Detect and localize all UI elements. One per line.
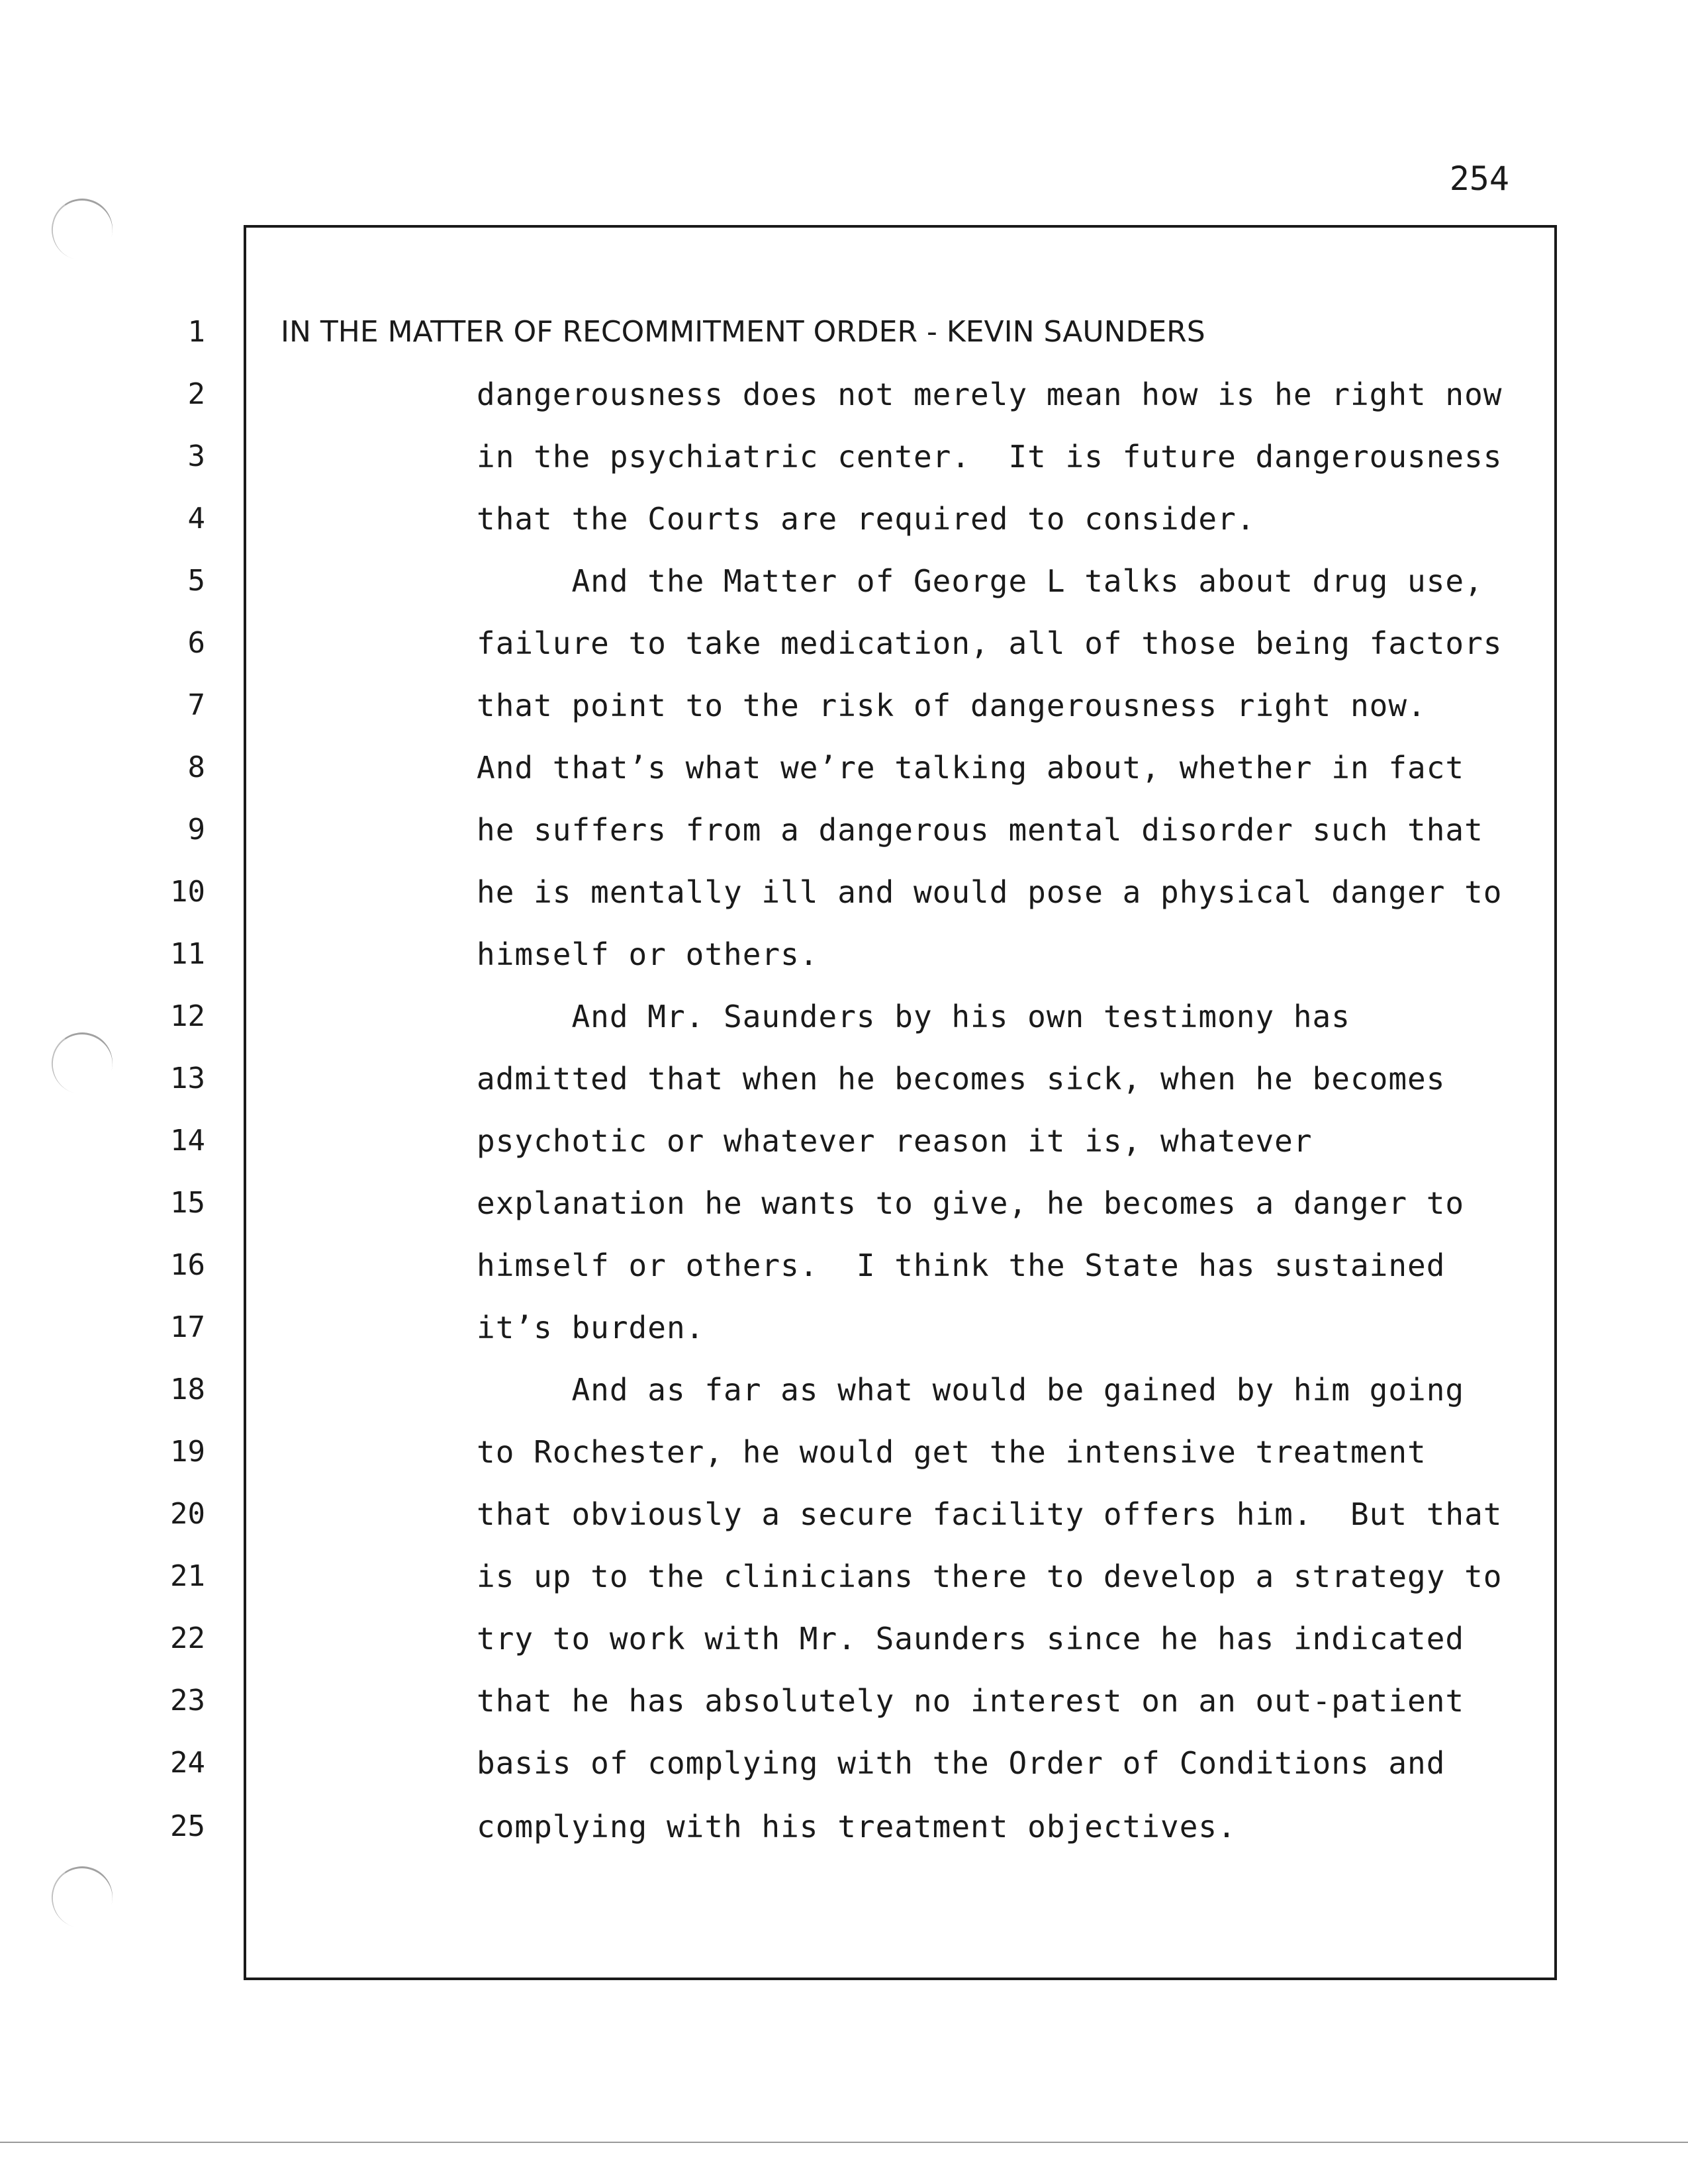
transcript-line: himself or others. I think the State has sustained (477, 1248, 1446, 1283)
line-number: 4 (187, 502, 205, 535)
line-number: 9 (187, 813, 205, 846)
scan-edge-line (0, 2142, 1688, 2143)
line-number: 14 (170, 1124, 205, 1158)
transcript-line: to Rochester, he would get the intensive treatment (477, 1434, 1427, 1470)
line-number: 17 (170, 1310, 205, 1344)
line-number: 24 (170, 1746, 205, 1780)
transcript-line: it’s burden. (477, 1310, 705, 1345)
transcript-line: And the Matter of George L talks about drug use, (477, 563, 1483, 599)
line-number: 12 (170, 999, 205, 1033)
line-number: 23 (170, 1684, 205, 1717)
transcript-line: in the psychiatric center. It is future dangerousness (477, 439, 1503, 475)
transcript-line: basis of complying with the Order of Conditions and (477, 1745, 1446, 1781)
line-number: 16 (170, 1248, 205, 1282)
line-number: 15 (170, 1186, 205, 1220)
line-number: 1 (187, 315, 205, 349)
transcript-line: dangerousness does not merely mean how is he right now (477, 377, 1503, 412)
punch-hole-mark (45, 192, 120, 267)
transcript-line: admitted that when he becomes sick, when he becomes (477, 1061, 1446, 1097)
line-number: 7 (187, 688, 205, 722)
line-number: 13 (170, 1062, 205, 1095)
transcript-line: that obviously a secure facility offers him. But that (477, 1496, 1503, 1532)
transcript-line: try to work with Mr. Saunders since he has indicated (477, 1621, 1465, 1657)
transcript-line: that the Courts are required to consider. (477, 501, 1256, 537)
line-number: 5 (187, 564, 205, 598)
page-number: 254 (1449, 159, 1509, 198)
line-number: 20 (170, 1497, 205, 1531)
line-number: 22 (170, 1621, 205, 1655)
line-number: 8 (187, 751, 205, 784)
transcript-line: is up to the clinicians there to develop a strategy to (477, 1559, 1503, 1594)
line-number: 18 (170, 1373, 205, 1406)
line-number: 21 (170, 1559, 205, 1593)
line-number: 11 (170, 937, 205, 971)
transcript-line: And as far as what would be gained by him going (477, 1372, 1465, 1408)
line-number: 2 (187, 377, 205, 411)
transcript-line: that he has absolutely no interest on an out-patient (477, 1683, 1465, 1719)
transcript-line: explanation he wants to give, he becomes a danger to (477, 1185, 1465, 1221)
line-number: 3 (187, 439, 205, 473)
transcript-line: And that’s what we’re talking about, whether in fact (477, 750, 1465, 786)
transcript-line: he suffers from a dangerous mental disorder such that (477, 812, 1483, 848)
transcript-line: himself or others. (477, 936, 819, 972)
line-number: 19 (170, 1435, 205, 1469)
transcript-line: he is mentally ill and would pose a physical danger to (477, 874, 1503, 910)
transcript-line: psychotic or whatever reason it is, whatever (477, 1123, 1313, 1159)
transcript-line: that point to the risk of dangerousness right now. (477, 688, 1427, 723)
transcript-line: complying with his treatment objectives. (477, 1809, 1237, 1844)
line-number: 10 (170, 875, 205, 909)
punch-hole-mark (45, 1026, 120, 1101)
transcript-line: failure to take medication, all of those being factors (477, 625, 1503, 661)
line-number: 6 (187, 626, 205, 660)
transcript-line: And Mr. Saunders by his own testimony has (477, 999, 1350, 1034)
punch-hole-mark (45, 1860, 120, 1935)
caption-line: IN THE MATTER OF RECOMMITMENT ORDER - KEVIN SAUNDERS (281, 315, 1205, 349)
line-number: 25 (170, 1809, 205, 1843)
